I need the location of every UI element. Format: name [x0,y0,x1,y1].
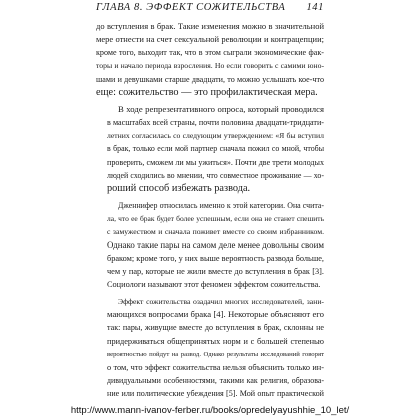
text-line: Социологи называют этот феномен эффектом сожительства. [107,279,321,289]
text-line: чем у пар, которые не жили вместе до вступления в брак [3]. [107,266,324,276]
text-line: мающихся вопросами брака [4]. Некоторые объясняют его [107,309,324,320]
paragraph [96,199,324,291]
text-line: придерживаться общепринятых норм и с большей степенью [107,336,324,346]
page-number: 141 [306,2,324,13]
text-line: еще: сожительство — это профилактическая мера. [96,86,318,98]
text-line: так: пары, живущие вместе до вступления в брак, склонны не [107,323,324,333]
body-text [96,20,324,400]
text-line: вероятностью пойдут на развод. Однако результаты исследований говорят [107,350,324,358]
paragraph [96,20,324,99]
chapter-title: ГЛАВА 8. ЭФФЕКТ СОЖИТЕЛЬСТВА [96,2,286,13]
text-line: о том, что эффект сожительства нельзя объяснить только ин- [107,362,324,372]
text-line: мере отнести на счет сексуальной революции и контрацепции; [96,34,324,45]
paragraph [96,103,324,195]
paragraph [96,295,324,400]
text-line: проверить, сможем ли мы ужиться». Почти две трети молодых [107,157,324,167]
text-line: ла, что ее брак будет более успешным, если она не станет спешить [107,214,324,224]
text-line: роший способ избежать развода. [107,182,251,194]
running-head [96,2,324,16]
text-line: Дженнифер относилась именно к этой категории. Она счита- [118,201,324,211]
text-line: Эффект сожительства озадачил многих исследователей, зани- [118,297,324,307]
text-line: людей сходились во мнении, что совместное проживание — хо- [107,170,324,180]
source-url[interactable]: http://www.mann-ivanov-ferber.ru/books/opredelyayushhie_10_let/ [70,405,350,416]
text-line: ние или политические убеждения [5]. Мой опыт практической [107,389,324,399]
text-line: с замужеством и сначала поживет вместе со своим избранником. [107,227,324,237]
text-line: летних согласилась со следующим утверждением: «Я бы вступил [107,131,324,141]
text-line: торы и начало периода взросления. Но если говорить с самими юно- [96,61,324,71]
text-line: В ходе репрезентативного опроса, который проводился [118,103,324,114]
text-line: до вступления в брак. Такие изменения можно в значительной [96,21,324,31]
text-line: браком; кроме того, у них выше вероятность развода больше, [107,253,324,263]
text-line: шами и девушками старше двадцати, то можно услышать кое-что [96,74,324,84]
text-line: кроме того, выходит так, что в этом сыграли экономические фак- [96,48,324,58]
text-line: дивидуальными особенностями, такими как религия, образова- [107,376,324,386]
text-line: в масштабах всей страны, почти половина двадцати-тридцати- [107,118,324,128]
text-line: Однако такие пары на самом деле менее довольны своим [107,239,324,250]
text-line: в брак, только если мой партнер сначала пожил со мной, чтобы [107,144,324,154]
